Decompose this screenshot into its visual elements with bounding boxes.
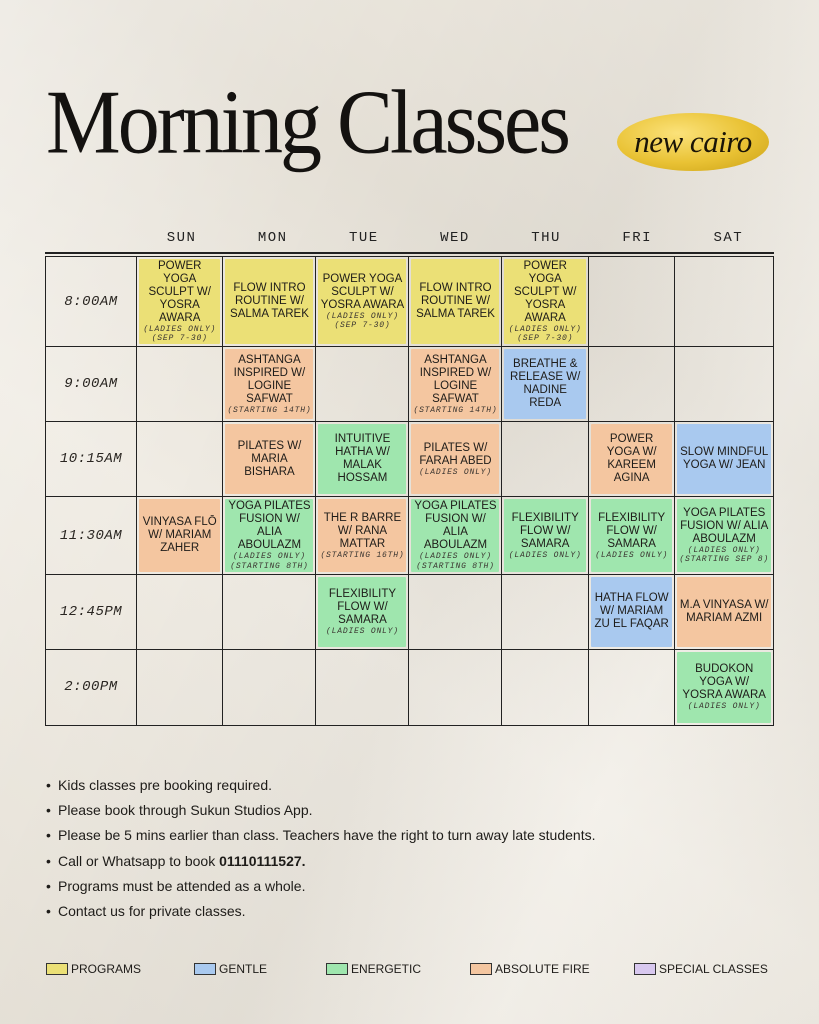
- class-name: VINYASA FLŌ W/ MARIAM ZAHER: [142, 516, 217, 555]
- class-block[interactable]: [225, 499, 313, 571]
- class-name: POWER YOGA SCULPT W/ YOSRA AWARA: [320, 272, 405, 311]
- legend-gentle: [194, 962, 267, 976]
- schedule-slot: [502, 257, 588, 347]
- class-block[interactable]: [318, 577, 406, 647]
- schedule-slot: [223, 347, 316, 422]
- schedule-slot: [502, 422, 588, 497]
- class-name: M.A VINYASA W/ MARIAM AZMI: [679, 598, 769, 624]
- class-block[interactable]: [504, 259, 585, 344]
- schedule-slot: [316, 257, 409, 347]
- class-note: (LADIES ONLY): [508, 550, 582, 560]
- class-note: (LADIES ONLY): [687, 545, 761, 555]
- schedule-slot: [137, 422, 223, 497]
- time-label: 11:30AM: [46, 497, 137, 574]
- note-text: Contact us for private classes.: [58, 902, 246, 919]
- schedule-slot: [409, 650, 502, 725]
- class-note: (LADIES ONLY): [419, 467, 492, 477]
- class-name: YOGA PILATES FUSION W/ ALIA ABOULAZM: [414, 500, 497, 552]
- class-note: (LADIES ONLY): [687, 702, 761, 712]
- class-block[interactable]: [139, 499, 220, 571]
- time-label: 10:15AM: [46, 422, 137, 497]
- schedule-slot: [409, 257, 502, 347]
- time-label: 9:00AM: [46, 347, 137, 422]
- schedule-grid: [45, 256, 774, 726]
- legend-label: ABSOLUTE FIRE: [495, 962, 590, 976]
- legend-label: SPECIAL CLASSES: [659, 962, 768, 976]
- class-block[interactable]: [677, 652, 771, 723]
- note-text: Call or Whatsapp to book 01110111527.: [58, 852, 306, 869]
- class-note: (LADIES ONLY): [326, 311, 399, 321]
- bullet-icon: •: [46, 852, 51, 869]
- class-note: (LADIES ONLY): [143, 324, 217, 334]
- time-label: 8:00AM: [46, 257, 137, 347]
- schedule-slot: [409, 575, 502, 650]
- day-header: SUN: [166, 230, 197, 246]
- class-block[interactable]: [677, 577, 771, 647]
- class-note: (STARTING 14TH): [227, 405, 312, 415]
- class-name: YOGA PILATES FUSION W/ ALIA ABOULAZM: [228, 500, 311, 552]
- class-block[interactable]: [677, 424, 771, 494]
- legend-special-classes: [634, 962, 768, 976]
- schedule-slot: [589, 257, 675, 347]
- schedule-slot: [223, 422, 316, 497]
- legend-swatch: [634, 963, 656, 975]
- schedule-slot: [502, 497, 588, 574]
- note-item: [46, 852, 786, 877]
- schedule-slot: [589, 650, 675, 725]
- location-badge: new cairo: [617, 113, 769, 171]
- class-name: FLEXIBILITY FLOW W/ SAMARA: [511, 511, 579, 550]
- bullet-icon: •: [46, 902, 51, 919]
- color-legend: [46, 962, 786, 980]
- schedule-slot: [675, 575, 773, 650]
- class-block[interactable]: [591, 577, 672, 647]
- class-name: ASHTANGA INSPIRED W/ LOGINE SAFWAT: [419, 353, 492, 405]
- legend-swatch: [470, 963, 492, 975]
- bullet-icon: •: [46, 802, 51, 819]
- class-block[interactable]: [225, 349, 313, 419]
- note-item: [46, 801, 786, 826]
- class-note: (STARTING 16TH): [320, 550, 405, 560]
- class-block[interactable]: [318, 259, 406, 344]
- day-header: WED: [440, 230, 470, 246]
- phone-number[interactable]: 01110111527.: [219, 852, 306, 869]
- schedule-slot: [409, 347, 502, 422]
- schedule-slot: [589, 497, 675, 574]
- class-name: SLOW MINDFUL YOGA W/ JEAN: [680, 446, 769, 472]
- class-name: THE R BARRE W/ RANA MATTAR: [323, 511, 402, 550]
- note-item: [46, 776, 786, 801]
- note-item: [46, 877, 786, 902]
- schedule-slot: [223, 650, 316, 725]
- legend-swatch: [194, 963, 216, 975]
- class-note: (STARTING SEP 8): [679, 555, 769, 565]
- day-header: MON: [257, 230, 288, 246]
- legend-swatch: [326, 963, 348, 975]
- class-block[interactable]: [318, 499, 406, 571]
- legend-label: ENERGETIC: [351, 962, 422, 976]
- class-block[interactable]: [591, 499, 672, 571]
- class-name: PILATES W/ FARAH ABED: [419, 441, 492, 467]
- class-name: BUDOKON YOGA W/ YOSRA AWARA: [682, 663, 766, 702]
- schedule-slot: [137, 497, 223, 574]
- class-name: FLEXIBILITY FLOW W/ SAMARA: [328, 587, 397, 626]
- class-block[interactable]: [411, 499, 499, 571]
- class-note: (LADIES ONLY): [326, 626, 399, 636]
- class-note: (SEP 7-30): [517, 334, 574, 344]
- class-name: BREATHE & RELEASE W/ NADINE REDA: [510, 358, 581, 410]
- schedule-slot: [409, 497, 502, 574]
- class-name: INTUITIVE HATHA W/ MALAK HOSSAM: [334, 433, 391, 485]
- class-block[interactable]: [411, 424, 499, 494]
- class-note: (SEP 7-30): [334, 321, 391, 331]
- note-text: Please book through Sukun Studios App.: [58, 802, 313, 819]
- schedule-slot: [137, 575, 223, 650]
- class-block[interactable]: [504, 349, 585, 419]
- header-divider: [45, 252, 774, 254]
- day-header: FRI: [622, 230, 653, 246]
- legend-absolute-fire: [470, 962, 590, 976]
- schedule-slot: [316, 575, 409, 650]
- legend-energetic: [326, 962, 421, 976]
- bullet-icon: •: [46, 877, 51, 894]
- schedule-slot: [502, 347, 588, 422]
- page-title: Morning Classes: [46, 72, 568, 174]
- class-note: (LADIES ONLY): [233, 552, 306, 562]
- legend-swatch: [46, 963, 68, 975]
- note-item: [46, 826, 786, 851]
- schedule-slot: [675, 422, 773, 497]
- class-block[interactable]: [139, 259, 220, 344]
- class-note: (LADIES ONLY): [419, 552, 492, 562]
- schedule-slot: [316, 497, 409, 574]
- class-name: FLOW INTRO ROUTINE W/ SALMA TAREK: [230, 282, 309, 321]
- note-item: [46, 902, 786, 927]
- class-block[interactable]: [318, 424, 406, 494]
- class-note: (LADIES ONLY): [508, 324, 582, 334]
- class-name: POWER YOGA SCULPT W/ YOSRA AWARA: [513, 260, 577, 324]
- schedule-slot: [409, 422, 502, 497]
- legend-label: GENTLE: [219, 962, 268, 976]
- class-note: (STARTING 8TH): [230, 561, 309, 571]
- class-name: POWER YOGA SCULPT W/ YOSRA AWARA: [148, 260, 211, 324]
- class-block[interactable]: [225, 424, 313, 494]
- schedule-slot: [589, 575, 675, 650]
- schedule-slot: [502, 575, 588, 650]
- class-block[interactable]: [225, 259, 313, 344]
- schedule-slot: [137, 257, 223, 347]
- note-text: Programs must be attended as a whole.: [58, 877, 306, 894]
- class-note: (STARTING 14TH): [413, 405, 498, 415]
- legend-label: PROGRAMS: [71, 962, 142, 976]
- time-label: 2:00PM: [46, 650, 137, 725]
- class-note: (STARTING 8TH): [416, 561, 495, 571]
- schedule-slot: [589, 422, 675, 497]
- schedule-slot: [502, 650, 588, 725]
- day-header-row: [136, 230, 774, 250]
- schedule-slot: [675, 497, 773, 574]
- class-note: (LADIES ONLY): [595, 550, 669, 560]
- schedule-slot: [223, 575, 316, 650]
- class-name: ASHTANGA INSPIRED W/ LOGINE SAFWAT: [233, 353, 306, 405]
- class-name: FLEXIBILITY FLOW W/ SAMARA: [598, 511, 666, 550]
- day-header: SAT: [713, 230, 744, 246]
- schedule-slot: [675, 257, 773, 347]
- class-name: POWER YOGA W/ KAREEM AGINA: [606, 433, 657, 485]
- day-header: THU: [531, 230, 561, 246]
- notes-list: [46, 776, 786, 927]
- bullet-icon: •: [46, 827, 51, 844]
- schedule-slot: [137, 650, 223, 725]
- legend-programs: [46, 962, 141, 976]
- class-name: PILATES W/ MARIA BISHARA: [237, 439, 302, 478]
- schedule-slot: [137, 347, 223, 422]
- schedule-slot: [316, 650, 409, 725]
- class-note: (SEP 7-30): [151, 334, 208, 344]
- class-name: YOGA PILATES FUSION W/ ALIA ABOULAZM: [680, 506, 769, 545]
- class-block[interactable]: [591, 424, 672, 494]
- class-block[interactable]: [411, 259, 499, 344]
- class-name: FLOW INTRO ROUTINE W/ SALMA TAREK: [416, 282, 495, 321]
- day-header: TUE: [348, 230, 379, 246]
- class-block[interactable]: [504, 499, 585, 571]
- class-block[interactable]: [677, 499, 771, 571]
- bullet-icon: •: [46, 777, 51, 793]
- note-text: Please be 5 mins earlier than class. Teachers have the right to turn away late students.: [58, 827, 596, 844]
- class-name: HATHA FLOW W/ MARIAM ZU EL FAQAR: [594, 592, 669, 631]
- schedule-slot: [316, 422, 409, 497]
- time-label: 12:45PM: [46, 575, 137, 650]
- schedule-slot: [675, 650, 773, 725]
- schedule-slot: [223, 497, 316, 574]
- note-text: Kids classes pre booking required.: [58, 777, 273, 793]
- schedule-slot: [316, 347, 409, 422]
- schedule-slot: [223, 257, 316, 347]
- schedule-slot: [589, 347, 675, 422]
- class-block[interactable]: [411, 349, 499, 419]
- schedule-slot: [675, 347, 773, 422]
